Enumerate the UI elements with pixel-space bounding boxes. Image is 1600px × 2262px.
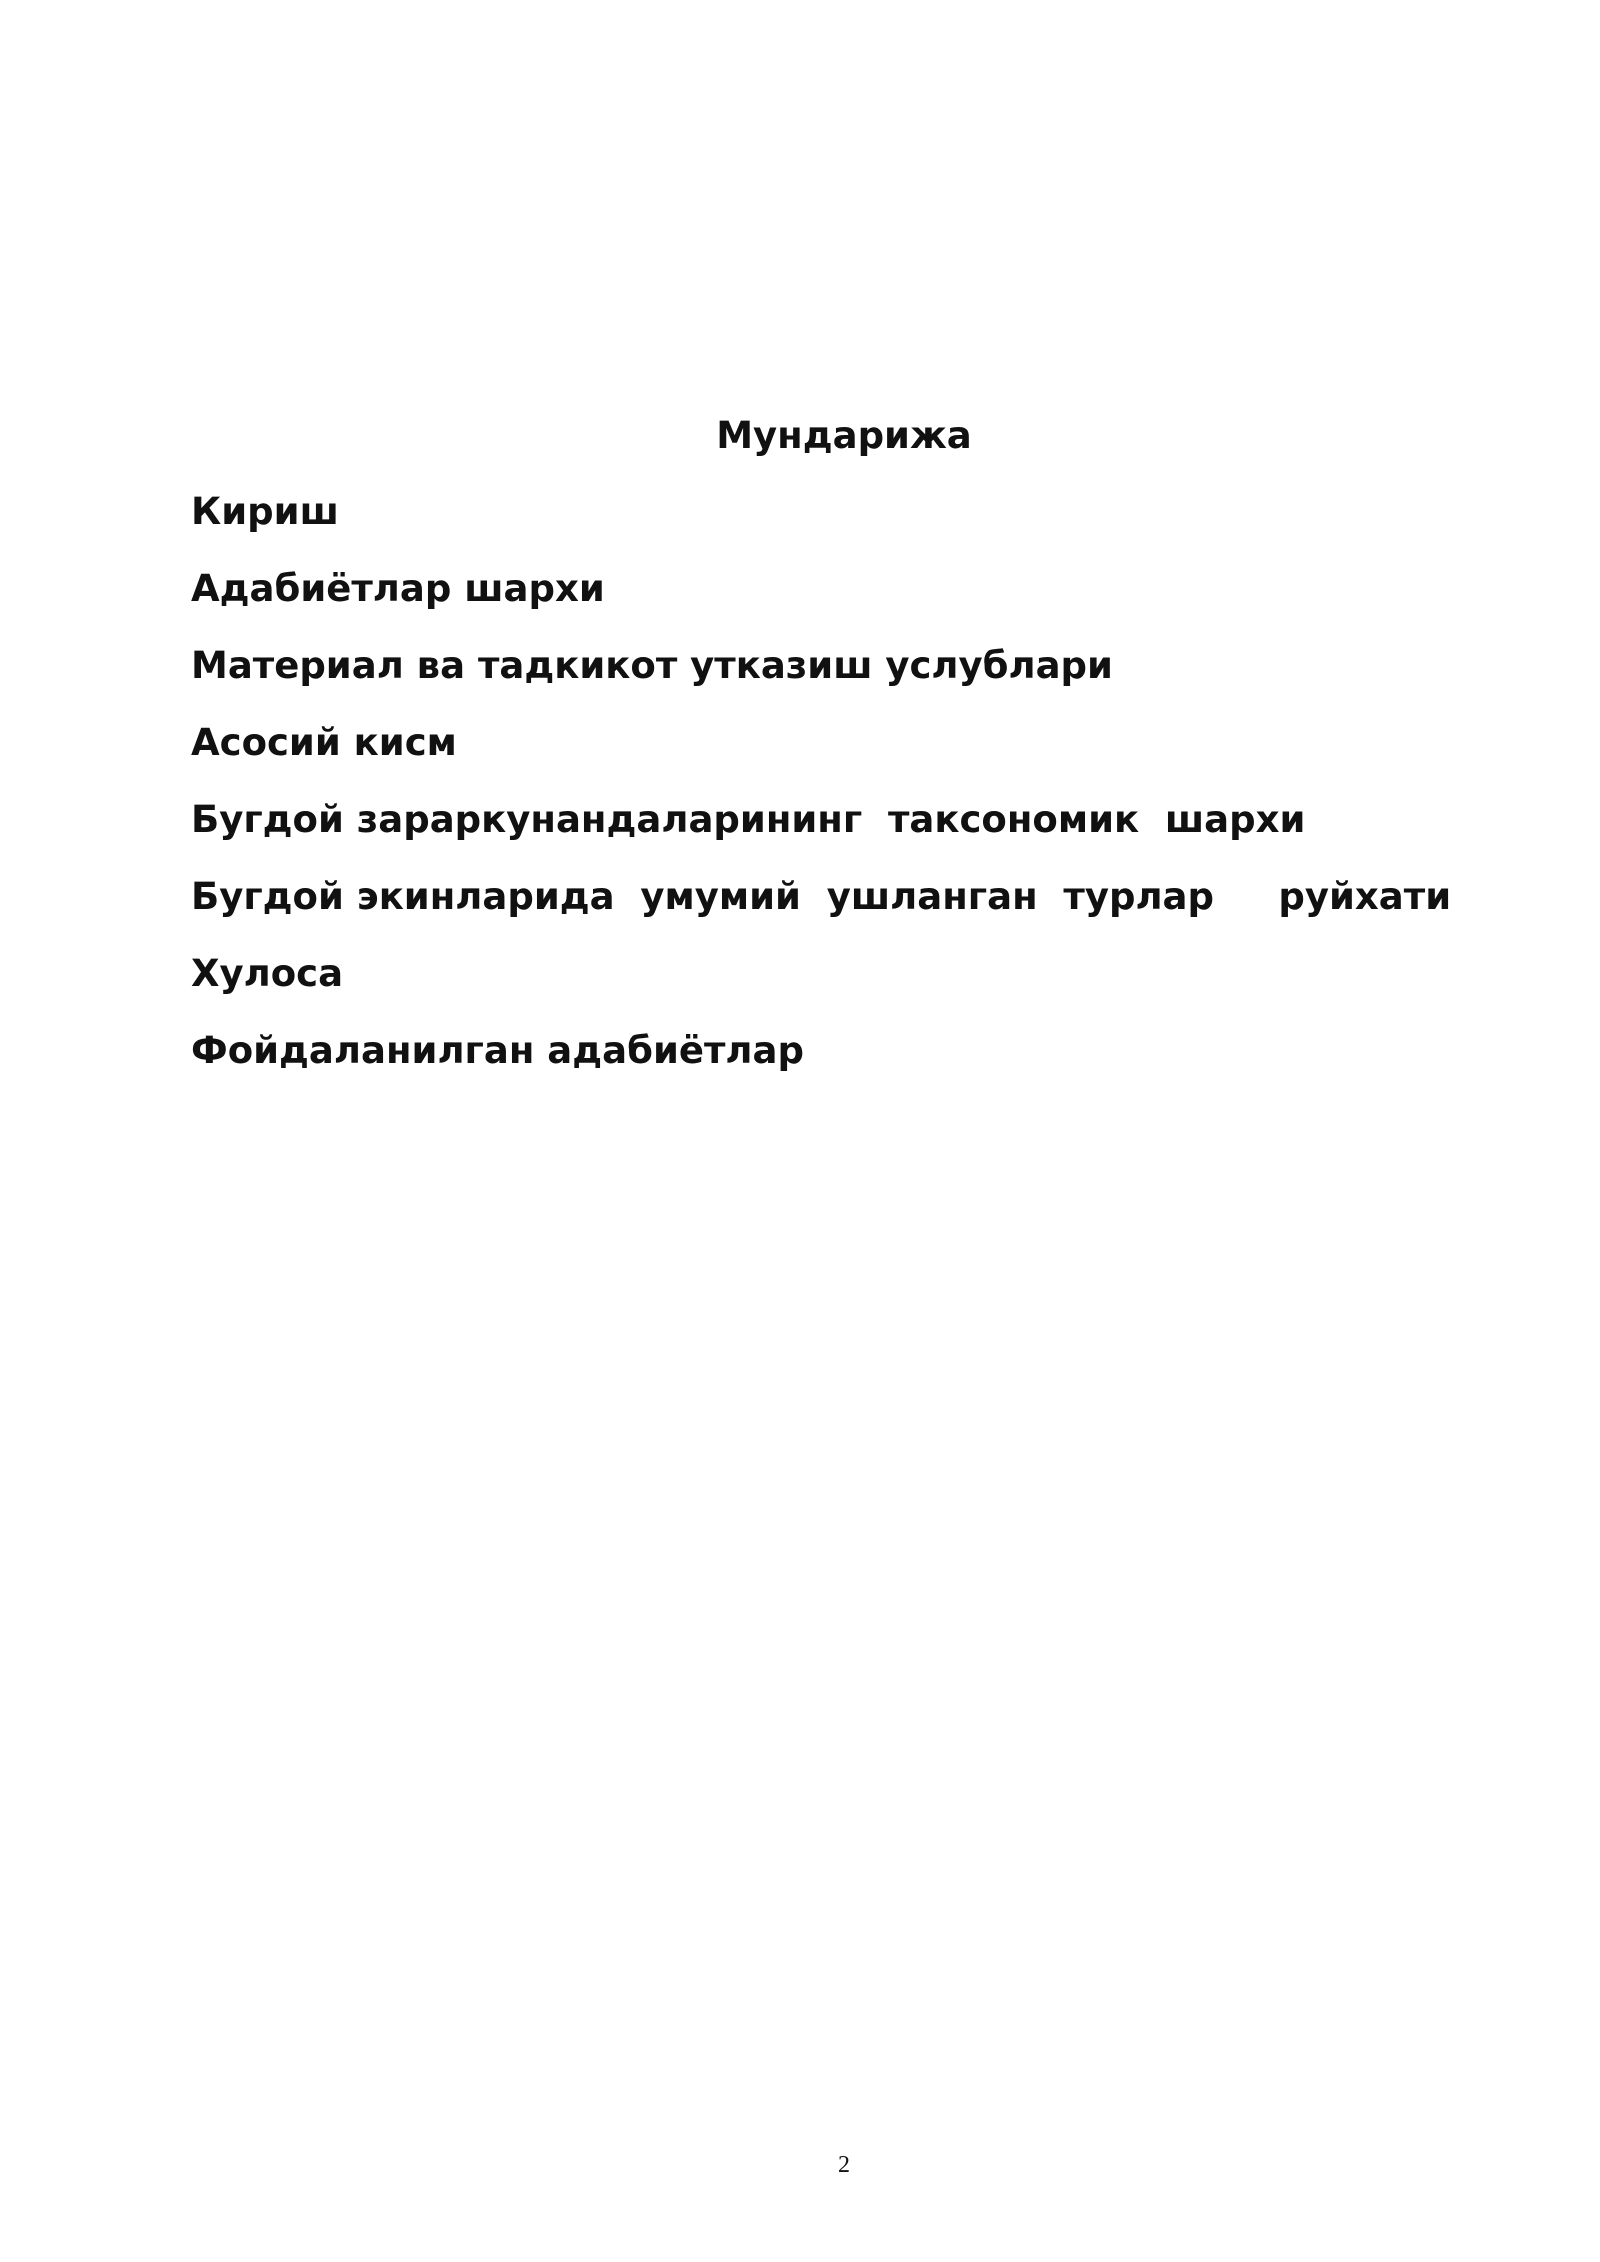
toc-item-introduction: Кириш	[191, 490, 339, 533]
page-number: 2	[838, 2152, 850, 2178]
toc-item-conclusion: Хулоса	[191, 952, 344, 995]
toc-list	[191, 488, 1491, 1104]
toc-item-taxonomic-review: Бугдой зараркунандаларининг таксономик шархи	[191, 798, 1306, 841]
toc-item-materials-methods: Материал ва тадкикот утказиш услублари	[191, 644, 1113, 687]
toc-item-literature-review: Адабиётлар шархи	[191, 567, 605, 610]
toc-item-main-part: Асосий кисм	[191, 721, 457, 764]
toc-item-species-list: Бугдой экинларида умумий ушланган турлар руйхати	[191, 875, 1452, 918]
toc-item-references: Фойдаланилган адабиётлар	[191, 1029, 804, 1072]
toc-title: Мундарижа	[716, 414, 972, 457]
